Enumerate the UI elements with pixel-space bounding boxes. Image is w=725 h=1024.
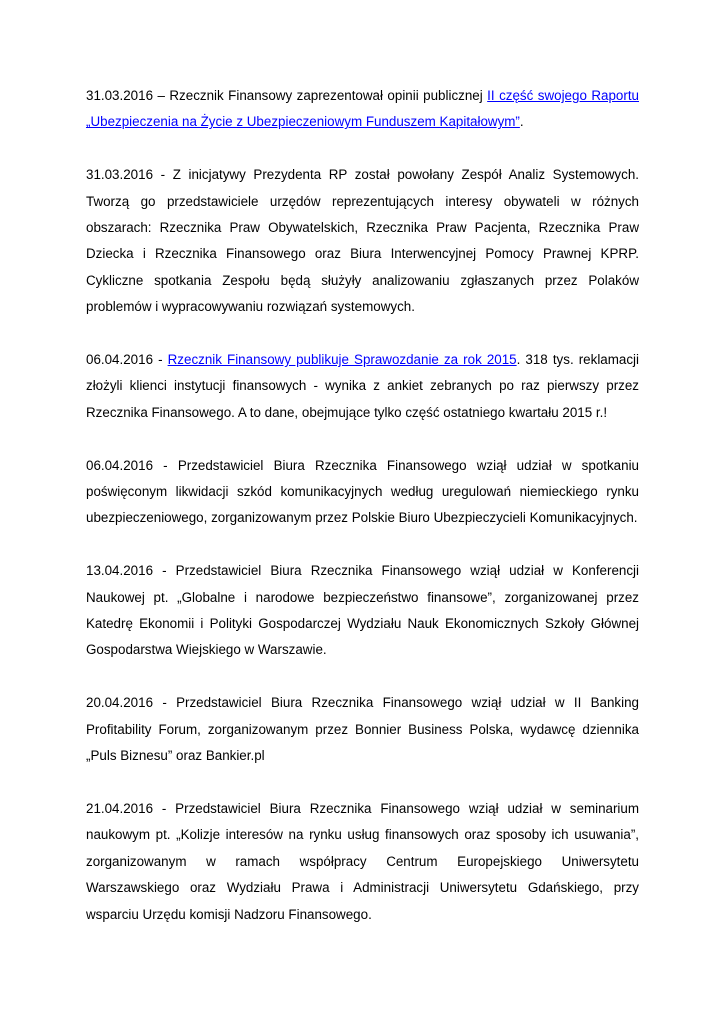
news-entry-5 [86,558,639,664]
news-entry-7 [86,796,639,928]
news-entry-1 [86,83,639,136]
entry-text-end: . [519,114,524,130]
document-page [86,83,639,928]
entry-text: 31.03.2016 - Z inicjatywy Prezydenta RP został powołany Zespół Analiz Systemowych. Tworzą go przedstawiciele urzędów reprezentujących interesy obywateli w różnych obszarach: Rzecznika Praw Obywatelskich, Rzecznika Praw Pacjenta, Rzecznika Praw Dziecka i Rzecznika Finansowego oraz Biura Interwencyjnej Pomocy Prawnej KPRP. Cykliczne spotkania Zespołu będą służyły analizowaniu zgłaszanych przez Polaków problemów i wypracowywaniu rozwiązań systemowych. [86,167,639,315]
news-entry-2 [86,162,639,320]
entry-text: 31.03.2016 – Rzecznik Finansowy zaprezentował opinii publicznej [86,88,488,103]
sprawozdanie-link[interactable]: Rzecznik Finansowy publikuje Sprawozdanie za rok 2015 [167,352,517,368]
entry-text: 06.04.2016 - Przedstawiciel Biura Rzecznika Finansowego wziął udział w spotkaniu poświęconym likwidacji szkód komunikacyjnych według uregulowań niemieckiego rynku ubezpieczeniowego, zorganizowanym przez Polskie Biuro Ubezpieczycieli Komunikacyjnych. [86,457,639,526]
entry-text: 06.04.2016 - [86,352,168,368]
raport-link[interactable]: II część swojego Raportu „Ubezpieczenia na Życie z Ubezpieczeniowym Funduszem Kapitałowym” [86,88,639,130]
entry-text: 13.04.2016 - Przedstawiciel Biura Rzecznika Finansowego wziął udział w Konferencji Naukowej pt. „Globalne i narodowe bezpieczeństwo finansowe”, zorganizowanej przez Katedrę Ekonomii i Polityki Gospodarczej Wydziału Nauk Ekonomicznych Szkoły Głównej Gospodarstwa Wiejskiego w Warszawie. [86,563,639,658]
news-entry-3 [86,347,639,426]
news-entry-6 [86,690,639,769]
news-entry-4 [86,453,639,532]
entry-text: 20.04.2016 - Przedstawiciel Biura Rzecznika Finansowego wziął udział w II Banking Profitability Forum, zorganizowanym przez Bonnier Business Polska, wydawcę dziennika „Puls Biznesu” oraz Bankier.pl [86,695,639,764]
entry-text: 21.04.2016 - Przedstawiciel Biura Rzecznika Finansowego wziął udział w seminarium naukowym pt. „Kolizje interesów na rynku usług finansowych oraz sposoby ich usuwania”, zorganizowanym w ramach współpracy Centrum Europejskiego Uniwersytetu Warszawskiego oraz Wydziału Prawa i Administracji Uniwersytetu Gdańskiego, przy wsparciu Urzędu komisji Nadzoru Finansowego. [86,800,639,922]
entry-text-end: . 318 tys. reklamacji złożyli klienci instytucji finansowych - wynika z ankiet zebranych po raz pierwszy przez Rzecznika Finansowego. A to dane, obejmujące tylko część ostatniego kwartału 2015 r.! [86,352,639,420]
